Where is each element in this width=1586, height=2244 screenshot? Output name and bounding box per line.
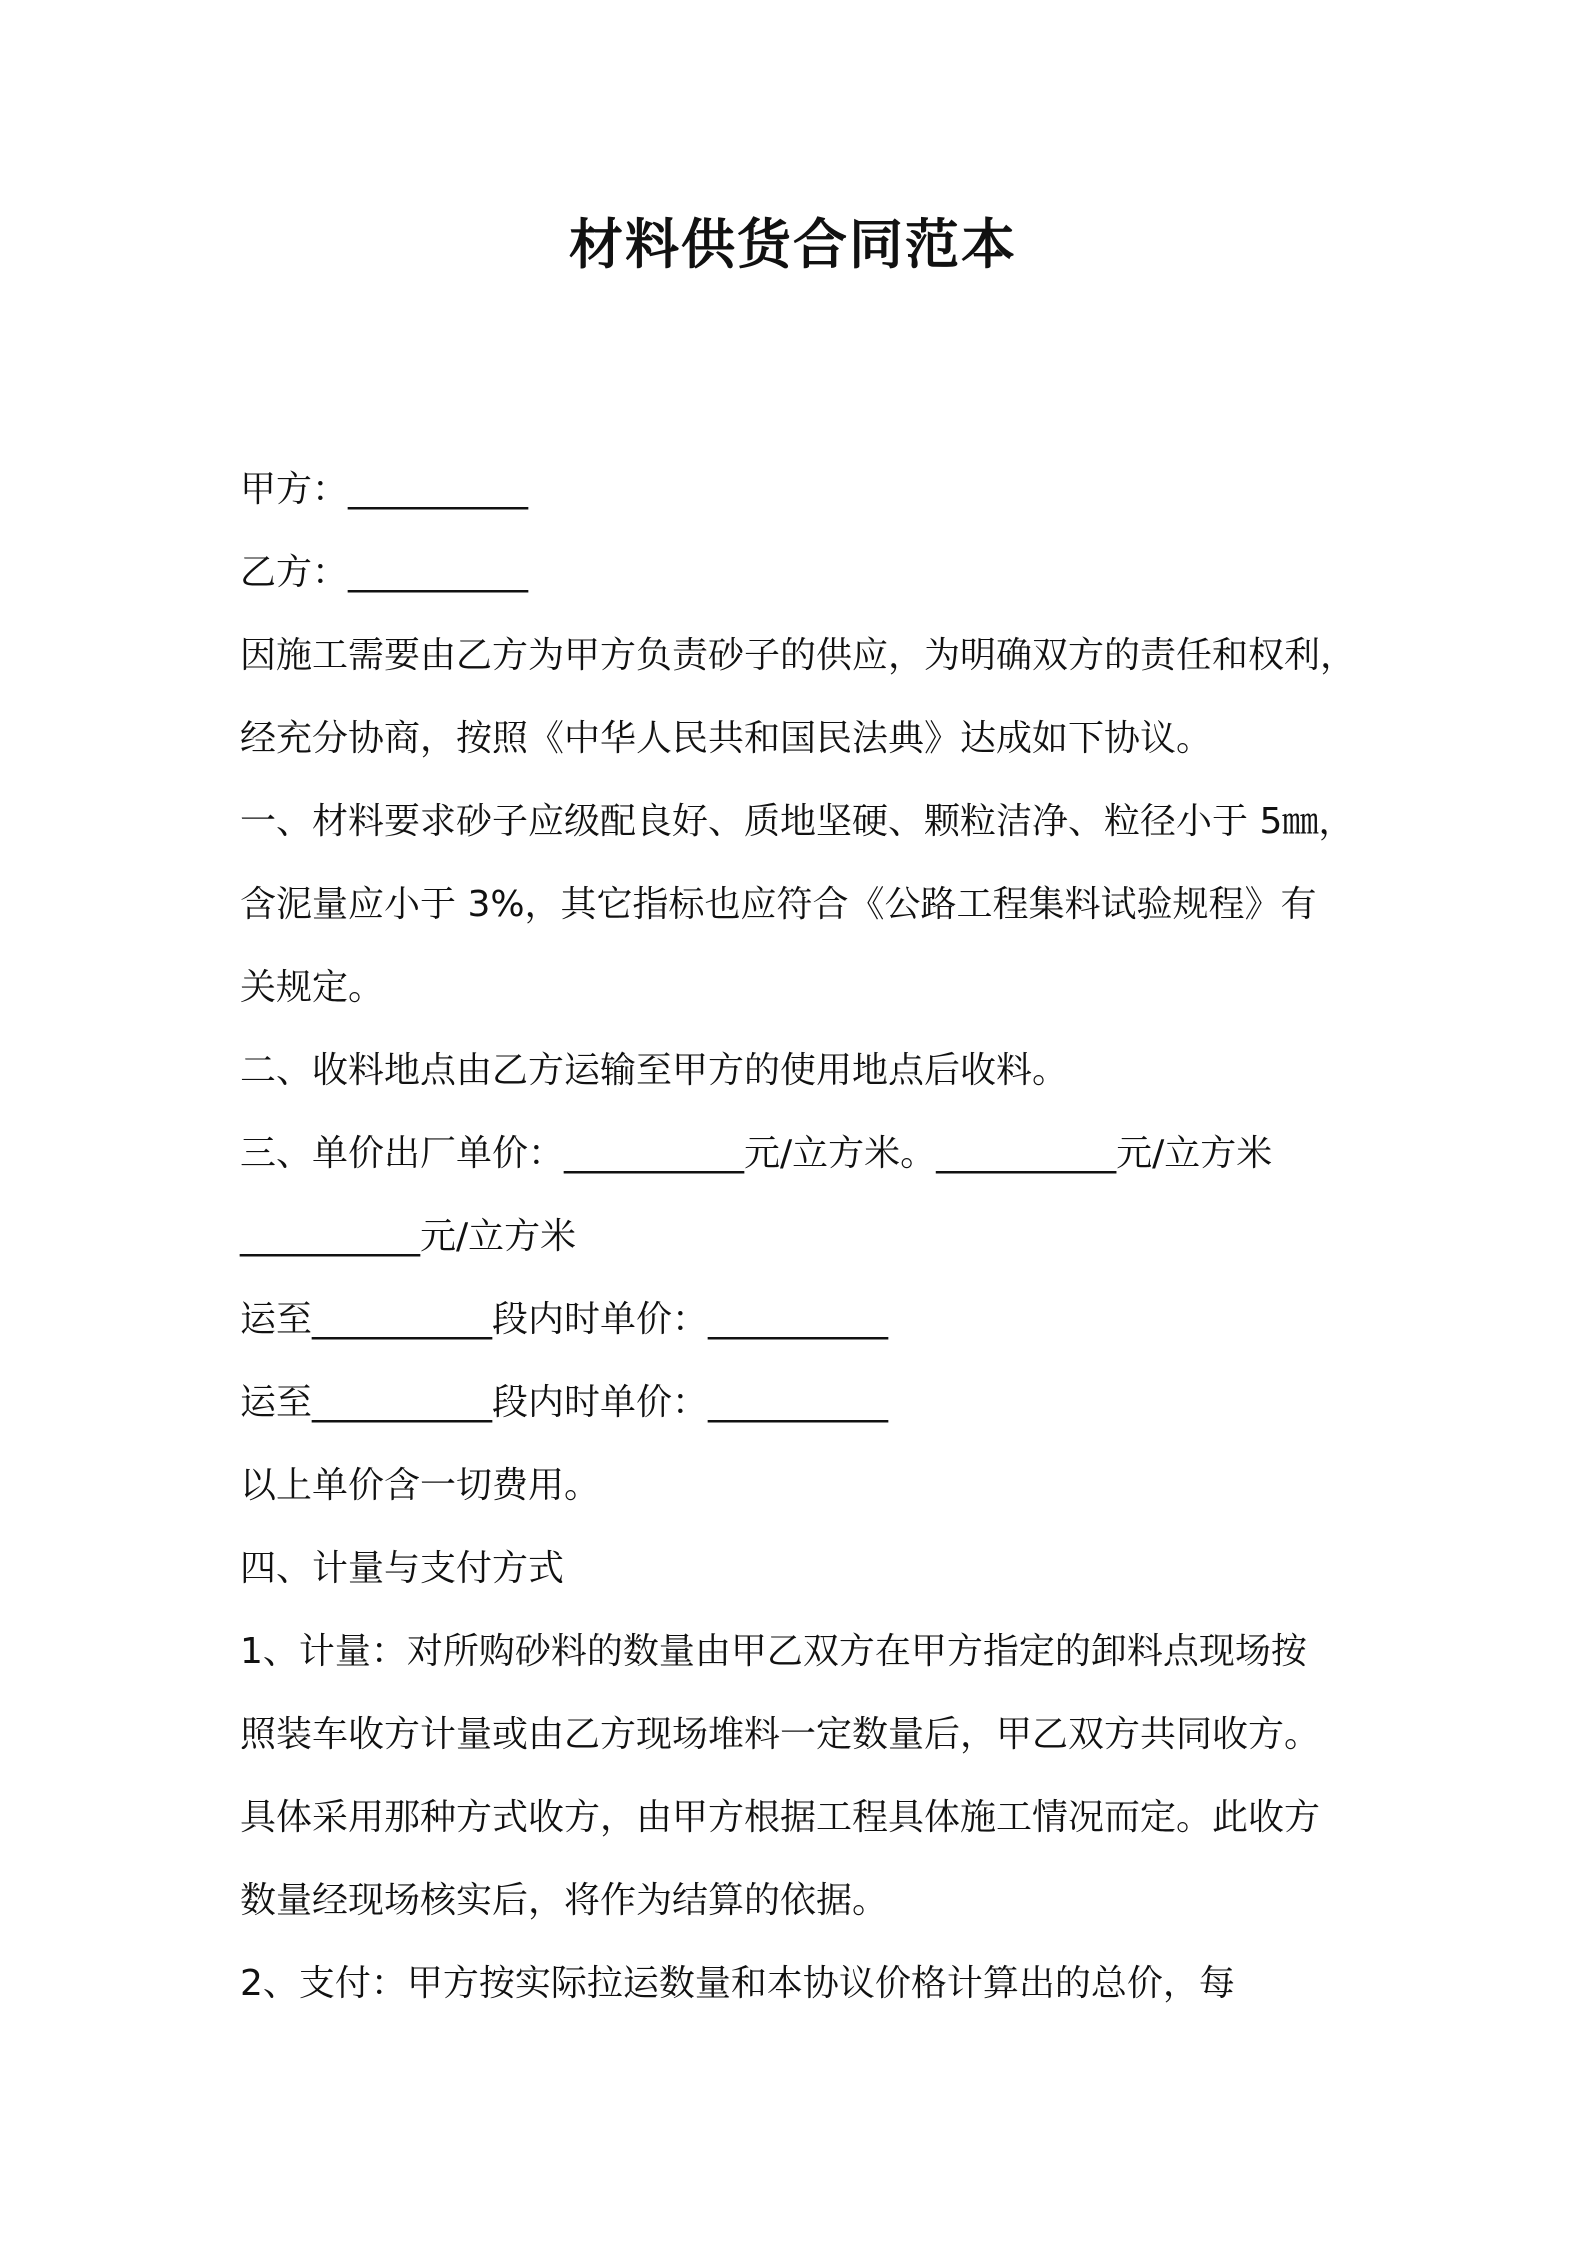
clause-1-line: 一、材料要求砂子应级配良好、质地坚硬、颗粒洁净、粒径小于 5㎜， [240,801,1355,842]
preamble-line: 因施工需要由乙方为甲方负责砂子的供应，为明确双方的责任和权利， [240,635,1357,676]
price-note-line: 以上单价含一切费用。 [240,1465,601,1506]
clause-1-line: 关规定。 [240,967,385,1008]
delivery-price-line: 运至__________段内时单价：__________ [240,1299,889,1340]
clause-3-line: 三、单价出厂单价：__________元/立方米。__________元/立方米 [240,1133,1273,1174]
measurement-line: 数量经现场核实后，将作为结算的依据。 [240,1880,889,1921]
party-b-line: 乙方：__________ [240,552,529,593]
payment-line: 2、支付：甲方按实际拉运数量和本协议价格计算出的总价，每 [240,1963,1235,2004]
measurement-line: 1、计量：对所购砂料的数量由甲乙双方在甲方指定的卸料点现场按 [240,1631,1307,1672]
document-body [240,448,1370,2025]
clause-4-heading: 四、计量与支付方式 [240,1548,565,1589]
clause-3-line: __________元/立方米 [240,1216,577,1257]
clause-1-line: 含泥量应小于 3%，其它指标也应符合《公路工程集料试验规程》有 [240,884,1317,925]
preamble-line: 经充分协商，按照《中华人民共和国民法典》达成如下协议。 [240,718,1213,759]
delivery-price-line: 运至__________段内时单价：__________ [240,1382,889,1423]
measurement-line: 具体采用那种方式收方，由甲方根据工程具体施工情况而定。此收方 [240,1797,1321,1838]
party-a-line: 甲方：__________ [240,469,529,510]
document-title: 材料供货合同范本 [569,213,1017,276]
clause-2-line: 二、收料地点由乙方运输至甲方的使用地点后收料。 [240,1050,1069,1091]
measurement-line: 照装车收方计量或由乙方现场堆料一定数量后，甲乙双方共同收方。 [240,1714,1321,1755]
